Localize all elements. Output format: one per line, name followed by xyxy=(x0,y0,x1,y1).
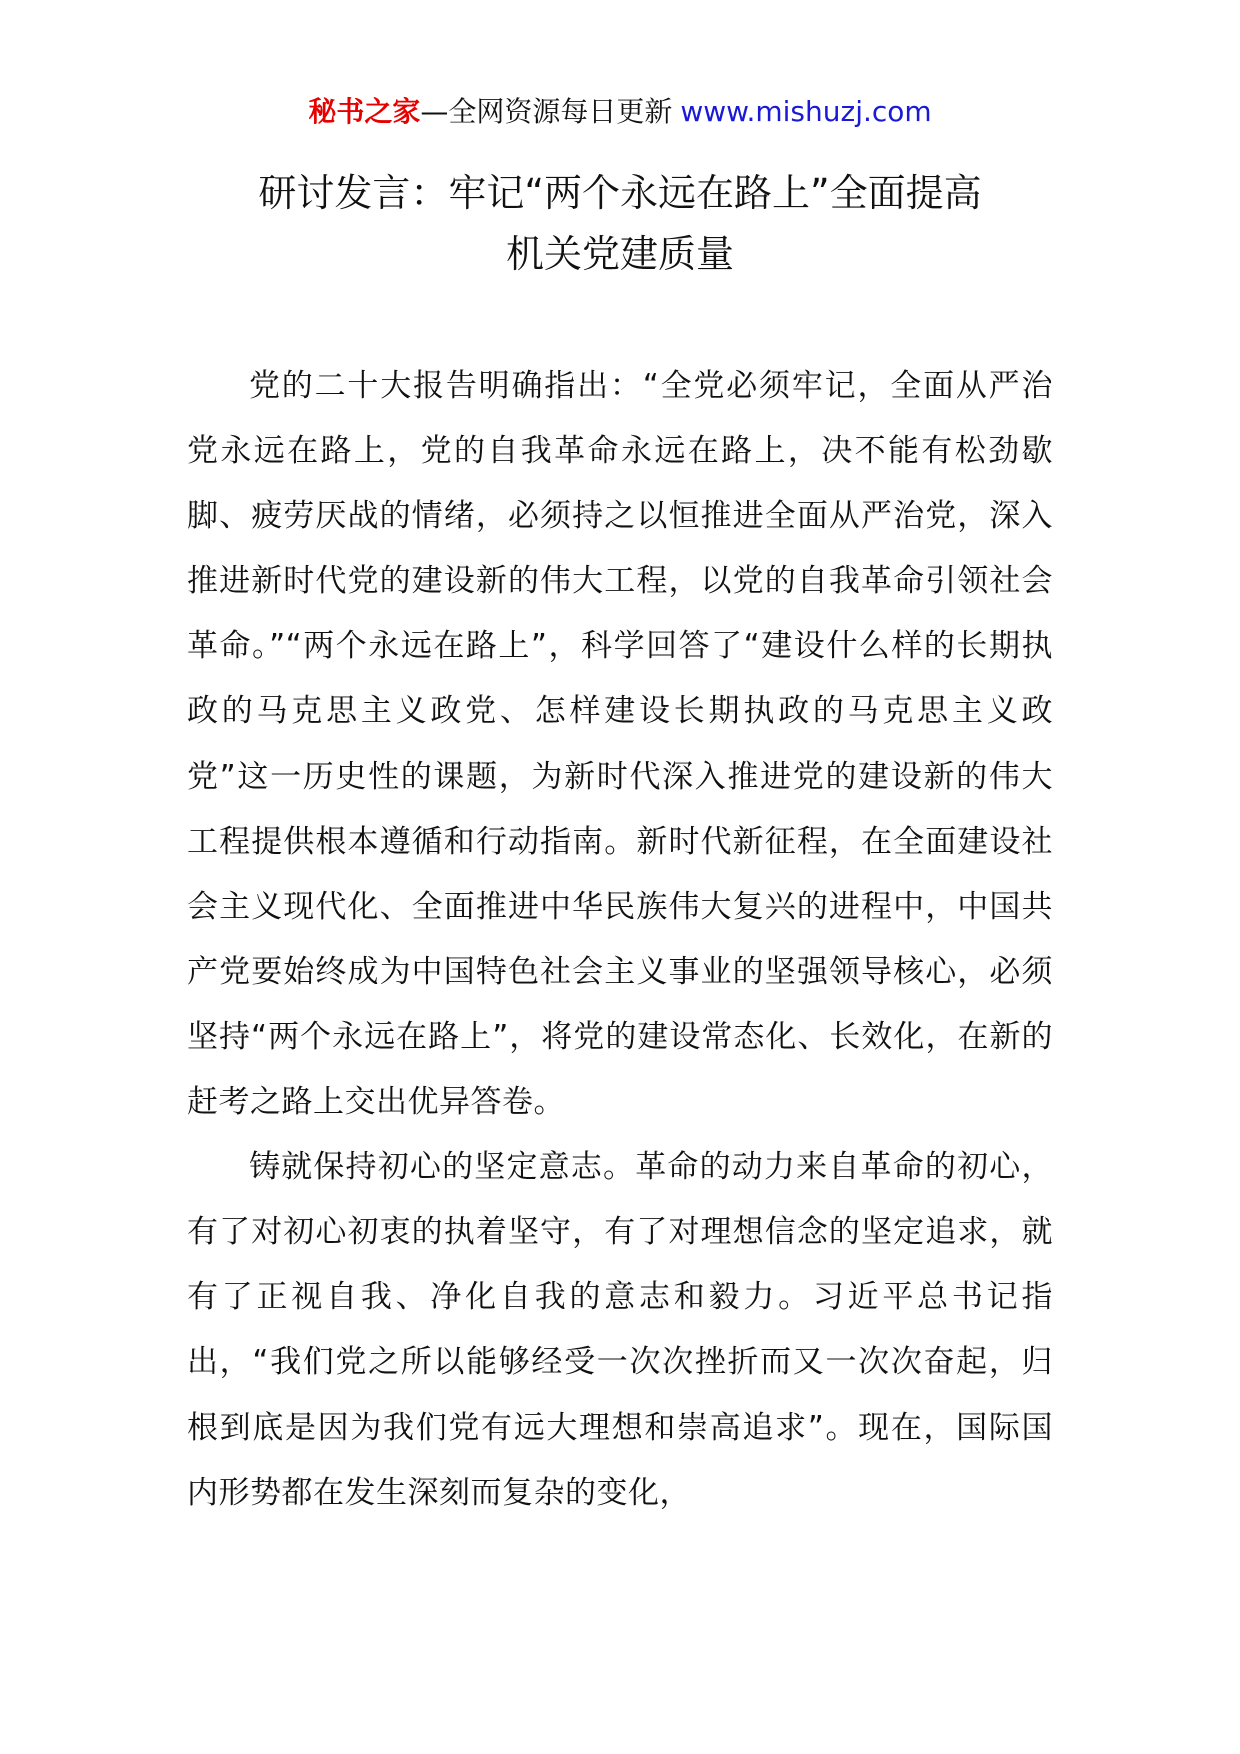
paragraph-2: 铸就保持初心的坚定意志。革命的动力来自革命的初心，有了对初心初衷的执着坚守，有了对理想信念的坚定追求，就有了正视自我、净化自我的意志和毅力。习近平总书记指出，“我们党之所以能够经受一次次挫折而又一次次奋起，归根到底是因为我们党有远大理想和崇高追求”。现在，国际国内形势都在发生深刻而复杂的变化， xyxy=(187,1149,1053,1511)
site-slogan: —全网资源每日更新 xyxy=(420,95,673,128)
title-line-1: 研讨发言：牢记“两个永远在路上”全面提高 xyxy=(258,171,982,215)
document-title xyxy=(120,163,1120,285)
title-line-2: 机关党建质量 xyxy=(505,232,734,276)
document-body xyxy=(187,354,1053,1526)
site-header xyxy=(0,92,1240,132)
paragraph-1: 党的二十大报告明确指出：“全党必须牢记，全面从严治党永远在路上，党的自我革命永远在路上，决不能有松劲歇脚、疲劳厌战的情绪，必须持之以恒推进全面从严治党，深入推进新时代党的建设新的伟大工程，以党的自我革命引领社会革命。”“两个永远在路上”，科学回答了“建设什么样的长期执政的马克思主义政党、怎样建设长期执政的马克思主义政党”这一历史性的课题，为新时代深入推进党的建设新的伟大工程提供根本遵循和行动指南。新时代新征程，在全面建设社会主义现代化、全面推进中华民族伟大复兴的进程中，中国共产党要始终成为中国特色社会主义事业的坚强领导核心，必须坚持“两个永远在路上”，将党的建设常态化、长效化，在新的赶考之路上交出优异答卷。 xyxy=(187,368,1053,1121)
site-brand: 秘书之家 xyxy=(308,95,421,128)
site-url-link[interactable]: www.mishuzj.com xyxy=(680,95,932,128)
